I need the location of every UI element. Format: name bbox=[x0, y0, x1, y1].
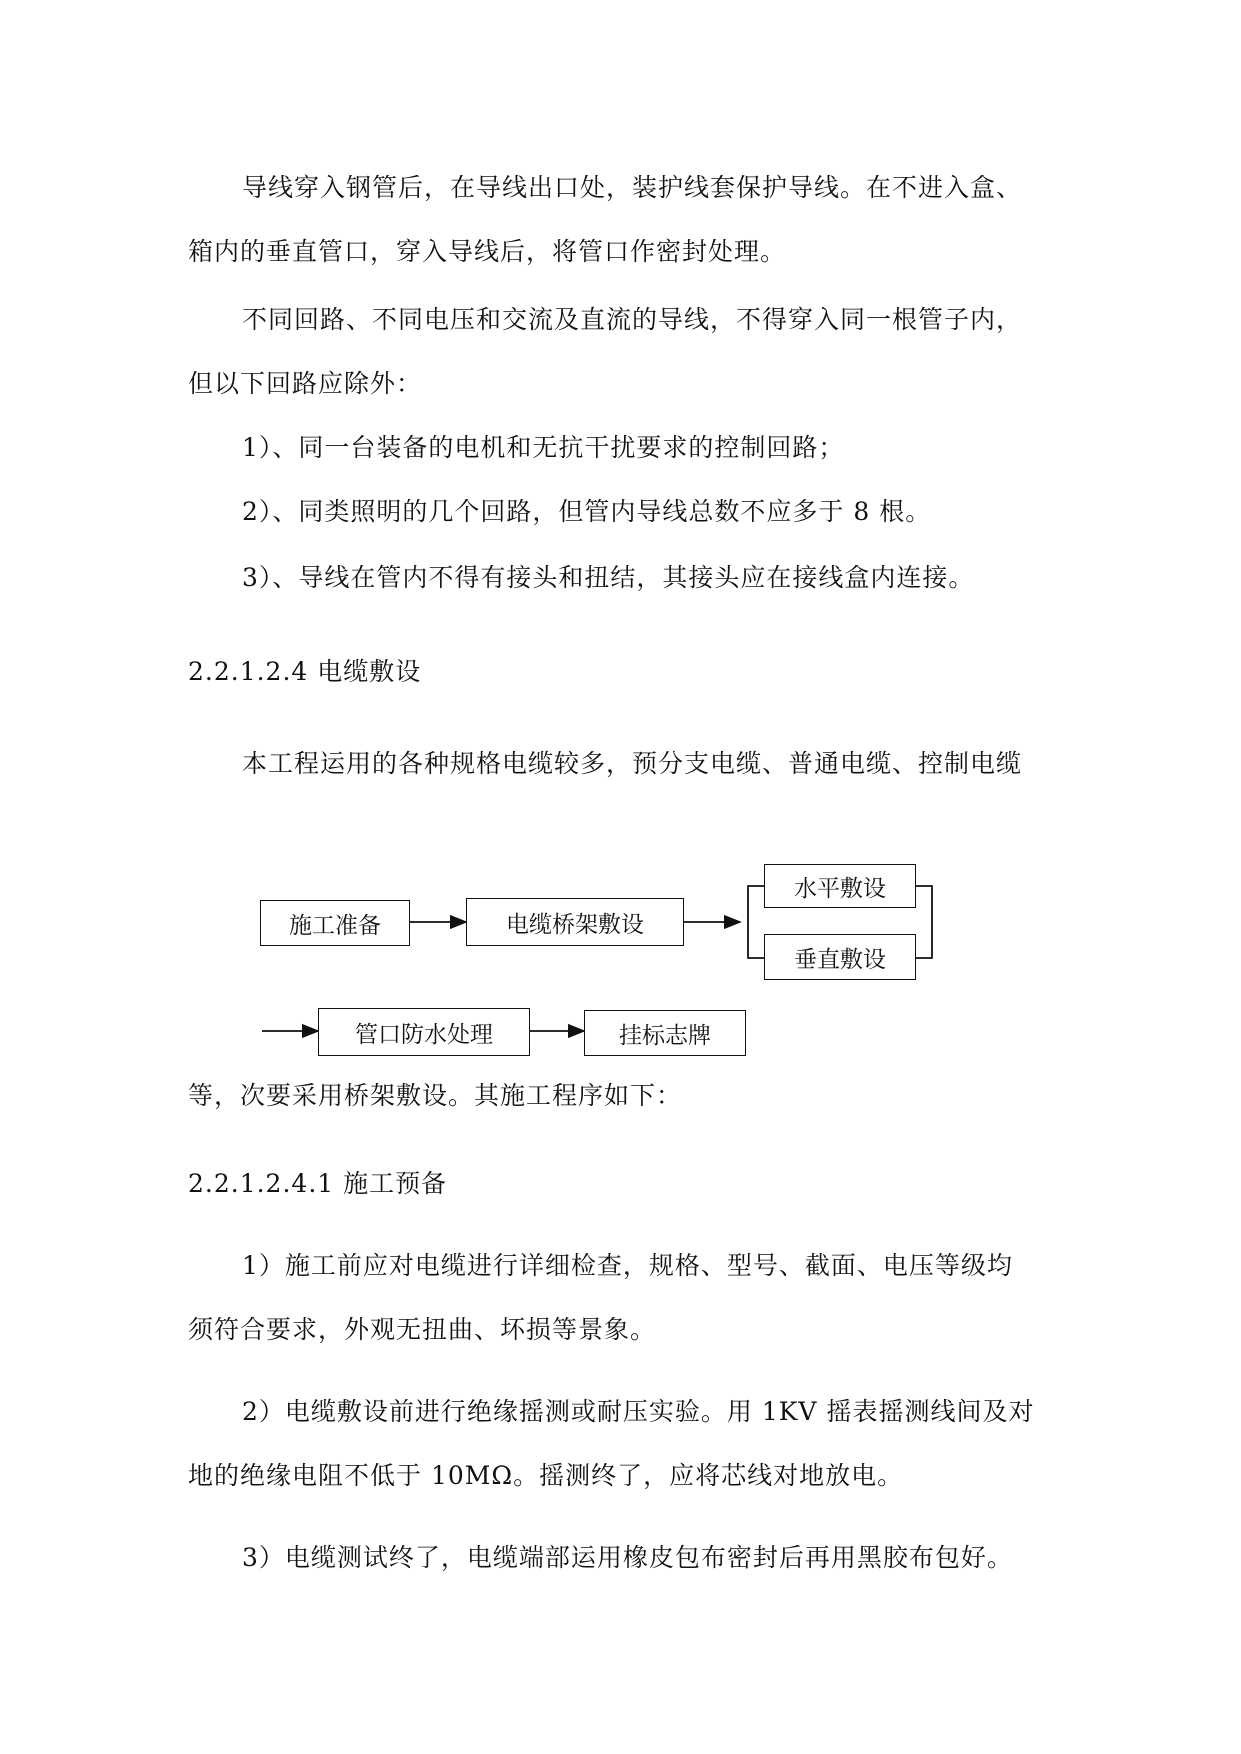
paragraph-line: 本工程运用的各种规格电缆较多，预分支电缆、普通电缆、控制电缆 bbox=[242, 749, 1023, 778]
list-item: 2）电缆敷设前进行绝缘摇测或耐压实验。用 1KV 摇表摇测线间及对 bbox=[242, 1397, 1035, 1426]
paragraph-line: 但以下回路应除外： bbox=[188, 369, 423, 398]
flow-step-tray-laying: 电缆桥架敷设 bbox=[466, 898, 684, 946]
branch-bracket-right bbox=[916, 886, 932, 958]
paragraph-line: 箱内的垂直管口，穿入导线后，将管口作密封处理。 bbox=[188, 237, 787, 266]
list-item: 1）、同一台装备的电机和无抗干扰要求的控制回路； bbox=[242, 433, 845, 462]
flow-step-vertical: 垂直敷设 bbox=[764, 934, 916, 980]
paragraph-line: 不同回路、不同电压和交流及直流的导线，不得穿入同一根管子内， bbox=[242, 305, 1023, 334]
flow-step-horizontal: 水平敷设 bbox=[764, 864, 916, 908]
flow-step-waterproof: 管口防水处理 bbox=[318, 1008, 530, 1056]
paragraph-line: 须符合要求，外观无扭曲、坏损等景象。 bbox=[188, 1315, 657, 1344]
paragraph-line: 地的绝缘电阻不低于 10MΩ。摇测终了，应将芯线对地放电。 bbox=[188, 1461, 904, 1490]
list-item: 3）、导线在管内不得有接头和扭结，其接头应在接线盒内连接。 bbox=[242, 563, 975, 592]
list-item: 3）电缆测试终了，电缆端部运用橡皮包布密封后再用黑胶布包好。 bbox=[242, 1543, 1013, 1572]
branch-bracket-left bbox=[748, 886, 764, 958]
list-item: 1）施工前应对电缆进行详细检查，规格、型号、截面、电压等级均 bbox=[242, 1251, 1013, 1280]
paragraph-line: 导线穿入钢管后，在导线出口处，装护线套保护导线。在不进入盒、 bbox=[242, 173, 1023, 202]
flow-step-signboard: 挂标志牌 bbox=[584, 1010, 746, 1056]
section-heading: 2.2.1.2.4 电缆敷设 bbox=[188, 657, 422, 686]
list-item: 2）、同类照明的几个回路，但管内导线总数不应多于 8 根。 bbox=[242, 497, 932, 526]
paragraph-line: 等，次要采用桥架敷设。其施工程序如下： bbox=[188, 1081, 683, 1110]
flow-step-prepare: 施工准备 bbox=[260, 900, 410, 946]
section-heading: 2.2.1.2.4.1 施工预备 bbox=[188, 1169, 448, 1198]
